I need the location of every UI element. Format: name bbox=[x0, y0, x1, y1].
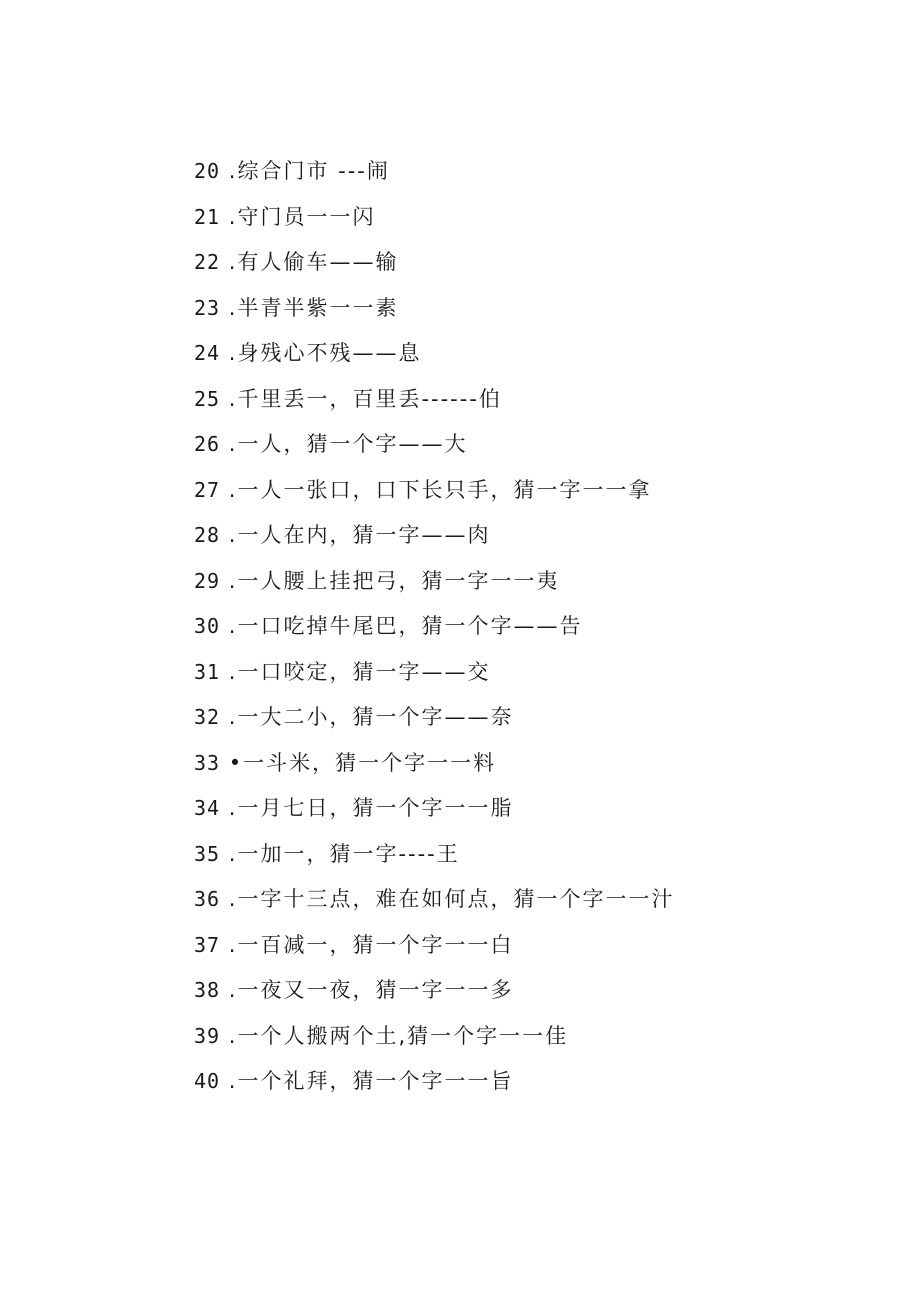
riddle-number: 20 bbox=[194, 159, 221, 183]
riddle-item bbox=[194, 332, 894, 378]
riddle-text: .有人偷车——输 bbox=[220, 250, 399, 274]
riddle-number: 39 bbox=[194, 1023, 221, 1048]
riddle-number: 37 bbox=[194, 932, 221, 957]
riddle-item bbox=[194, 378, 894, 424]
riddle-number: 28 bbox=[194, 523, 221, 547]
riddle-list bbox=[194, 150, 894, 1106]
riddle-text: .一百减一，猜一个字一一白 bbox=[220, 932, 514, 957]
riddle-number: 25 bbox=[194, 386, 221, 411]
riddle-text: •一斗米，猜一个字一一料 bbox=[220, 750, 497, 775]
riddle-item bbox=[194, 423, 894, 469]
riddle-item bbox=[194, 924, 894, 970]
riddle-item bbox=[194, 651, 894, 697]
riddle-number: 31 bbox=[194, 659, 221, 684]
riddle-number: 36 bbox=[194, 887, 221, 911]
riddle-item bbox=[194, 605, 894, 651]
riddle-text: .半青半紫一一素 bbox=[220, 295, 399, 320]
riddle-text: .一月七日，猜一个字一一脂 bbox=[220, 796, 514, 820]
riddle-item bbox=[194, 196, 894, 242]
riddle-text: .一口吃掉牛尾巴，猜一个字——告 bbox=[220, 614, 583, 638]
riddle-text: .一大二小，猜一个字——奈 bbox=[220, 705, 514, 729]
riddle-text: .一人腰上挂把弓，猜一字一一夷 bbox=[220, 568, 560, 593]
riddle-text: .一个人搬两个土,猜一个字一一佳 bbox=[220, 1023, 569, 1048]
riddle-text: .身残心不残——息 bbox=[220, 341, 422, 365]
riddle-text: .一加一，猜一字----王 bbox=[220, 841, 460, 866]
riddle-item bbox=[194, 1060, 894, 1106]
riddle-item bbox=[194, 241, 894, 287]
riddle-text: .一夜又一夜，猜一字一一多 bbox=[220, 978, 514, 1002]
riddle-item bbox=[194, 560, 894, 606]
riddle-text: .守门员一一闪 bbox=[220, 204, 376, 229]
riddle-item bbox=[194, 287, 894, 333]
riddle-number: 34 bbox=[194, 796, 221, 820]
riddle-item bbox=[194, 469, 894, 515]
riddle-item bbox=[194, 742, 894, 788]
riddle-text: .一人一张口，口下长只手，猜一字一一拿 bbox=[220, 477, 652, 502]
riddle-number: 22 bbox=[194, 250, 221, 274]
riddle-number: 24 bbox=[194, 341, 221, 365]
riddle-number: 23 bbox=[194, 295, 221, 320]
riddle-item bbox=[194, 833, 894, 879]
riddle-number: 35 bbox=[194, 841, 221, 866]
riddle-number: 33 bbox=[194, 750, 221, 775]
riddle-number: 32 bbox=[194, 705, 221, 729]
riddle-text: .一口咬定，猜一字——交 bbox=[220, 659, 491, 684]
riddle-number: 26 bbox=[194, 432, 221, 456]
riddle-number: 38 bbox=[194, 978, 221, 1002]
riddle-item bbox=[194, 696, 894, 742]
riddle-item bbox=[194, 878, 894, 924]
riddle-number: 27 bbox=[194, 477, 221, 502]
riddle-text: .一人，猜一个字——大 bbox=[220, 432, 468, 456]
riddle-item bbox=[194, 514, 894, 560]
riddle-text: .一人在内，猜一字——肉 bbox=[220, 523, 491, 547]
riddle-text: .千里丢一，百里丢------伯 bbox=[220, 386, 502, 411]
riddle-item bbox=[194, 1015, 894, 1061]
riddle-number: 30 bbox=[194, 614, 221, 638]
riddle-text: .一个礼拜，猜一个字一一旨 bbox=[220, 1069, 514, 1093]
riddle-item bbox=[194, 969, 894, 1015]
riddle-number: 40 bbox=[194, 1069, 221, 1093]
riddle-text: .一字十三点，难在如何点，猜一个字一一汁 bbox=[220, 887, 675, 911]
riddle-item bbox=[194, 150, 894, 196]
riddle-item bbox=[194, 787, 894, 833]
riddle-text: .综合门市 ---闹 bbox=[220, 159, 390, 183]
riddle-number: 21 bbox=[194, 204, 221, 229]
riddle-number: 29 bbox=[194, 568, 221, 593]
